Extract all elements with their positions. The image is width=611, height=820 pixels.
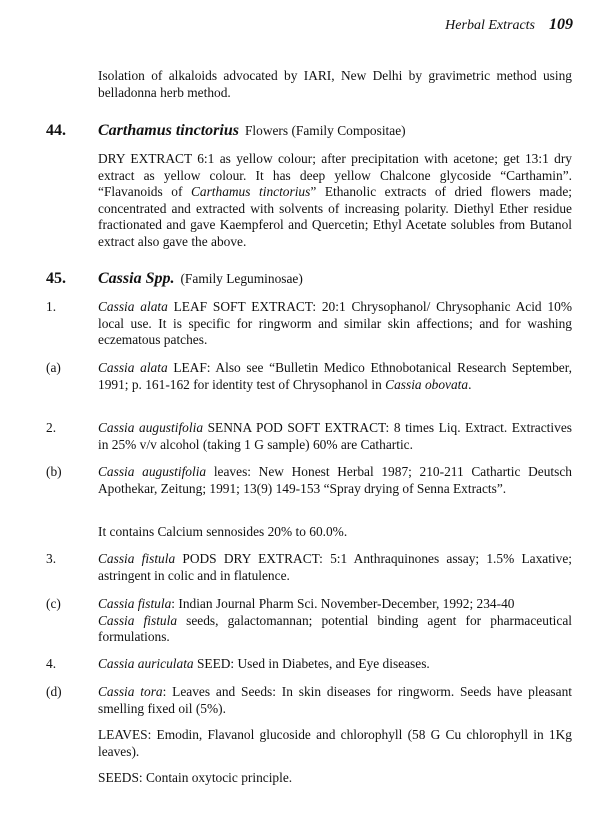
section-45-family: (Family Leguminosae): [180, 271, 303, 286]
item-b-number: (b): [46, 464, 62, 479]
item-4-text: [98, 656, 572, 673]
item-3-text: [98, 551, 572, 584]
running-header: [445, 16, 573, 34]
section-44-number: 44.: [46, 122, 66, 139]
item-1-text: [98, 299, 572, 349]
item-b-text: [98, 464, 572, 497]
p44-text-a: DRY EXTRACT 6:1 as yellow colour; after precipitation with acetone; get 13:1 dry extract as yellow colour. It has deep yellow Chalcone glycoside “Carthamin”. “Flavanoids of: [98, 151, 572, 200]
item-2-body: SENNA POD SOFT EXTRACT: 8 times Liq. Extract. Extractives in 25% v/v alcohol (taking 1 G sample) 60% are Cathartic.: [98, 420, 572, 452]
item-b-body: leaves: New Honest Herbal 1987; 210-211 Cathartic Deutsch Apothekar, Zeitung; 1991; 13(9) 149-153 “Spray drying of Senna Extracts”.: [98, 464, 572, 496]
section-45-heading: [98, 270, 303, 288]
item-a-body-2: .: [468, 376, 472, 392]
seeds-paragraph: SEEDS: Contain oxytocic principle.: [98, 770, 293, 785]
item-2-italic: Cassia augustifolia: [98, 420, 204, 435]
item-c-number: (c): [46, 596, 61, 611]
section-44-paragraph: [98, 151, 572, 251]
item-c-italic: Cassia fistula: [98, 596, 172, 611]
item-1-body: LEAF SOFT EXTRACT: 20:1 Chrysophanol/ Chrysophanic Acid 10% local use. It is specific for ringworm and similar skin affections; and for washing eczematous patches.: [98, 299, 572, 348]
header-title: Herbal Extracts: [445, 18, 535, 33]
item-d-italic: Cassia tora: [98, 684, 163, 699]
item-2-number: 2.: [46, 420, 57, 435]
item-1-number: 1.: [46, 299, 57, 314]
item-4-body: SEED: Used in Diabetes, and Eye diseases.: [193, 656, 430, 671]
section-44-heading: [98, 122, 406, 140]
item-c-body-2: seeds, galactomannan; potential binding agent for pharmaceutical formulations.: [98, 612, 572, 645]
item-a-italic: Cassia alata: [98, 360, 168, 375]
page-number: 109: [549, 16, 573, 33]
item-c-italic-2: Cassia fistula: [98, 612, 178, 628]
item-b-italic: Cassia augustifolia: [98, 464, 207, 479]
section-44-family: Flowers (Family Compositae): [244, 123, 406, 138]
item-a-number: (a): [46, 360, 61, 375]
item-c-text: [98, 596, 572, 646]
item-c-body: : Indian Journal Pharm Sci. November-December, 1992; 234-40: [171, 596, 515, 611]
item-3-body: PODS DRY EXTRACT: 5:1 Anthraquinones assay; 1.5% Laxative; astringent in colic and in flatulence.: [98, 551, 573, 583]
item-4-italic: Cassia auriculata: [98, 656, 194, 671]
section-44-species: Carthamus tinctorius: [98, 122, 239, 139]
item-4-number: 4.: [46, 656, 57, 671]
item-d-number: (d): [46, 684, 62, 699]
p44-text-b: ” Ethanolic extracts of dried flowers made; concentrated and extracted with solvents of increasing polarity. Diethyl Ether residue fractionated and gave Kaempferol and Quercetin; Ethyl Acetate solubles from Butanol extract also gave the above.: [98, 184, 572, 249]
item-3-number: 3.: [46, 551, 57, 566]
section-45-species: Cassia Spp.: [98, 270, 175, 287]
item-b-note: It contains Calcium sennosides 20% to 60.0%.: [98, 524, 348, 539]
p44-italic: Carthamus tinctorius: [190, 184, 311, 200]
item-d-text: [98, 684, 572, 717]
item-3-italic: Cassia fistula: [98, 551, 176, 566]
section-45-number: 45.: [46, 270, 66, 287]
item-a-italic-2: Cassia obovata: [385, 376, 469, 392]
item-a-text: [98, 360, 572, 393]
item-2-text: [98, 420, 572, 453]
intro-paragraph: Isolation of alkaloids advocated by IARI, New Delhi by gravimetric method using belladonna herb method.: [98, 68, 572, 100]
item-d-body: : Leaves and Seeds: In skin diseases for ringworm. Seeds have pleasant smelling fixed oil (5%).: [98, 684, 572, 716]
item-a-body: LEAF: Also see “Bulletin Medico Ethnobotanical Research September, 1991; p. 161-162 for identity test of Chrysophanol in: [98, 360, 572, 392]
item-1-italic: Cassia alata: [98, 299, 168, 314]
leaves-paragraph: LEAVES: Emodin, Flavanol glucoside and chlorophyll (58 G Cu chlorophyll in 1Kg leaves).: [98, 727, 572, 759]
